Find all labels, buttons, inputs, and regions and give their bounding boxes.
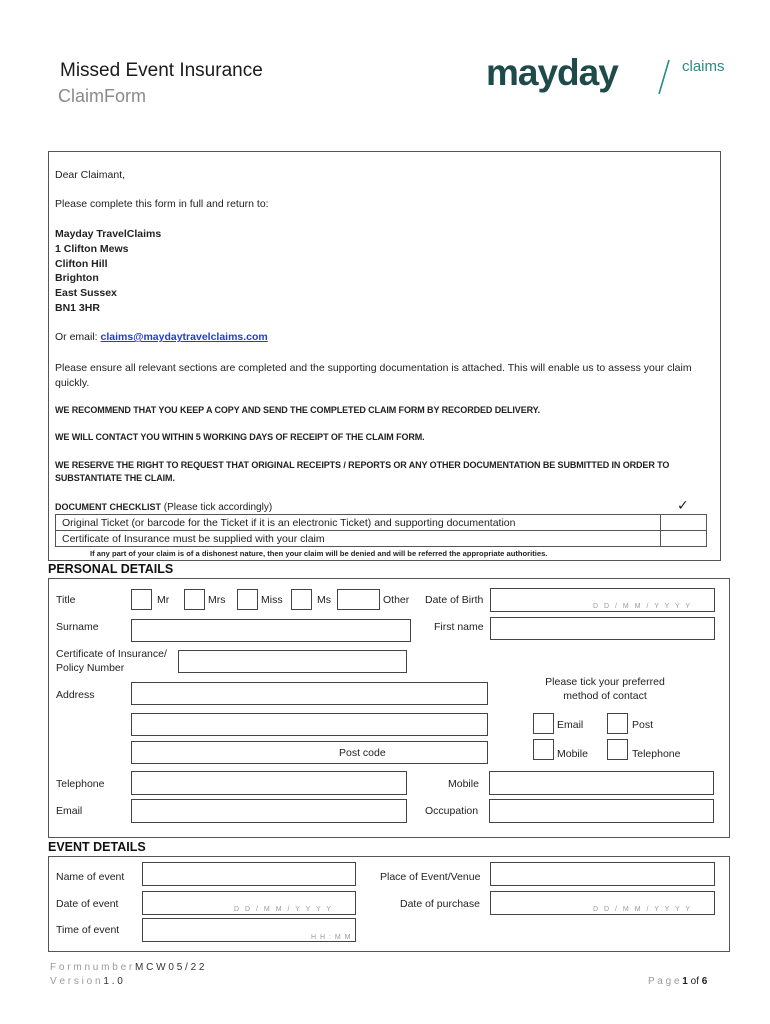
event-name-field[interactable] — [142, 862, 356, 886]
venue-label: Place of Event/Venue — [380, 871, 481, 883]
telephone-field[interactable] — [131, 771, 407, 795]
claims-email-link[interactable]: claims@maydaytravelclaims.com — [100, 331, 268, 343]
venue-field[interactable] — [490, 862, 715, 886]
page-label: P a g e — [648, 976, 683, 987]
email-field[interactable] — [131, 799, 407, 823]
title-mr-label: Mr — [157, 594, 170, 606]
policy-label-line: Policy Number — [56, 662, 125, 674]
address-line: Mayday TravelClaims — [55, 228, 162, 240]
surname-label: Surname — [56, 621, 99, 633]
title-mr-checkbox[interactable] — [131, 589, 152, 610]
dob-field[interactable] — [490, 588, 715, 612]
firstname-label: First name — [434, 621, 484, 633]
address-field-3[interactable] — [131, 741, 488, 764]
contact-pref-line: method of contact — [563, 690, 647, 702]
checklist-divider — [56, 530, 706, 531]
address-line: 1 Clifton Mews — [55, 242, 129, 255]
address-line: Clifton Hill — [55, 257, 108, 270]
title-ms-label: Ms — [317, 594, 331, 606]
form-title: Missed Event Insurance — [60, 60, 263, 81]
contact-telephone-checkbox[interactable] — [607, 739, 628, 760]
page-current: 1 — [682, 976, 688, 987]
version-value: 1 . 0 — [103, 976, 123, 987]
email-line — [55, 331, 268, 343]
checklist-heading: DOCUMENT CHECKLIST — [55, 502, 161, 512]
mobile-field[interactable] — [489, 771, 714, 795]
contact-pref-line: Please tick your preferred — [545, 676, 665, 688]
logo-slash-icon — [656, 58, 672, 96]
event-date-field[interactable] — [142, 891, 356, 915]
occupation-field[interactable] — [489, 799, 714, 823]
dob-hint: D D / M M / Y Y Y Y — [593, 603, 692, 610]
address-field-2[interactable] — [131, 713, 488, 736]
contact-mobile-label: Mobile — [557, 748, 588, 760]
purchase-date-field[interactable] — [490, 891, 715, 915]
intro-frame — [48, 151, 721, 561]
form-number — [50, 962, 205, 973]
page-total: 6 — [701, 976, 708, 987]
policy-label-line: Certificate of Insurance/ — [56, 648, 167, 660]
occupation-label: Occupation — [425, 805, 479, 817]
address-line: Brighton — [55, 272, 99, 285]
contact-post-checkbox[interactable] — [607, 713, 628, 734]
checklist-note: (Please tick accordingly) — [161, 502, 273, 513]
logo-sub-text: claims — [682, 58, 725, 75]
mayday-logo — [486, 52, 736, 98]
title-other-label: Other — [383, 594, 410, 606]
personal-details-heading: PERSONAL DETAILS — [48, 562, 174, 576]
title-mrs-label: Mrs — [208, 594, 226, 606]
checklist-item: Original Ticket (or barcode for the Ticket if it is an electronic Ticket) and supporting documentation — [62, 517, 516, 529]
form-number-label: F o r m n u m b e r — [50, 962, 136, 973]
address-label: Address — [56, 689, 95, 701]
event-date-label: Date of event — [56, 898, 119, 910]
email-prefix: Or email: — [55, 331, 101, 343]
contact-email-checkbox[interactable] — [533, 713, 554, 734]
checklist-table — [55, 514, 707, 547]
instruction: Please complete this form in full and return to: — [55, 198, 269, 210]
email-label: Email — [56, 805, 83, 817]
contact-email-label: Email — [557, 719, 584, 731]
ensure-text: Please ensure all relevant sections are completed and the supporting documentation is attached. This will enable us to assess your claim quickly. — [55, 362, 692, 389]
checklist-tick-cell[interactable] — [661, 515, 706, 530]
event-name-label: Name of event — [56, 871, 125, 883]
postcode-label: Post code — [339, 747, 386, 759]
title-miss-label: Miss — [261, 594, 283, 606]
title-ms-checkbox[interactable] — [291, 589, 312, 610]
policy-number-field[interactable] — [178, 650, 407, 673]
purchase-date-label: Date of purchase — [400, 898, 480, 910]
logo-main-text: mayday — [486, 52, 618, 93]
address-line: BN1 3HR — [55, 301, 100, 314]
firstname-field[interactable] — [490, 617, 715, 640]
postal-address — [55, 227, 161, 316]
recommend-notice: WE RECOMMEND THAT YOU KEEP A COPY AND SEND THE COMPLETED CLAIM FORM BY RECORDED DELIVERY. — [55, 405, 540, 415]
dishonesty-warning: If any part of your claim is of a dishonest nature, then your claim will be denied and will be referred the appropriate authorities. — [90, 549, 548, 558]
checklist-item: Certificate of Insurance must be supplied with your claim — [62, 533, 325, 545]
contact-mobile-checkbox[interactable] — [533, 739, 554, 760]
surname-field[interactable] — [131, 619, 411, 642]
title-label: Title — [56, 594, 76, 606]
event-time-field[interactable] — [142, 918, 356, 942]
checklist-title — [55, 502, 272, 513]
address-line: East Sussex — [55, 287, 117, 300]
event-details-heading: EVENT DETAILS — [48, 840, 146, 854]
page-of: of — [687, 976, 702, 987]
version — [50, 976, 123, 987]
purchase-date-hint: D D / M M / Y Y Y Y — [593, 906, 692, 913]
telephone-label: Telephone — [56, 778, 105, 790]
version-label: V e r s i o n — [50, 976, 104, 987]
form-subtitle: ClaimForm — [58, 86, 146, 106]
page-number — [648, 976, 707, 987]
event-date-hint: D D / M M / Y Y Y Y — [234, 906, 333, 913]
dob-label: Date of Birth — [425, 594, 484, 606]
form-number-value: M C W 0 5 / 2 2 — [135, 962, 205, 973]
address-field-1[interactable] — [131, 682, 488, 705]
greeting: Dear Claimant, — [55, 169, 126, 181]
title-mrs-checkbox[interactable] — [184, 589, 205, 610]
event-time-hint: H H : M M — [311, 934, 352, 941]
policy-label — [56, 647, 167, 675]
checklist-tick-cell[interactable] — [661, 531, 706, 546]
contact-notice: WE WILL CONTACT YOU WITHIN 5 WORKING DAYS OF RECEIPT OF THE CLAIM FORM. — [55, 432, 425, 442]
tick-symbol: ✓ — [677, 498, 689, 514]
reserve-notice: WE RESERVE THE RIGHT TO REQUEST THAT ORIGINAL RECEIPTS / REPORTS OR ANY OTHER DOCUMENTATION BE SUBMITTED IN ORDER TO SUBSTANTIATE THE CLAIM. — [55, 460, 670, 483]
title-miss-checkbox[interactable] — [237, 589, 258, 610]
event-time-label: Time of event — [56, 924, 120, 936]
mobile-label: Mobile — [448, 778, 479, 790]
contact-telephone-label: Telephone — [632, 748, 681, 760]
contact-preference-text — [520, 675, 690, 703]
title-other-field[interactable] — [337, 589, 380, 610]
contact-post-label: Post — [632, 719, 654, 731]
